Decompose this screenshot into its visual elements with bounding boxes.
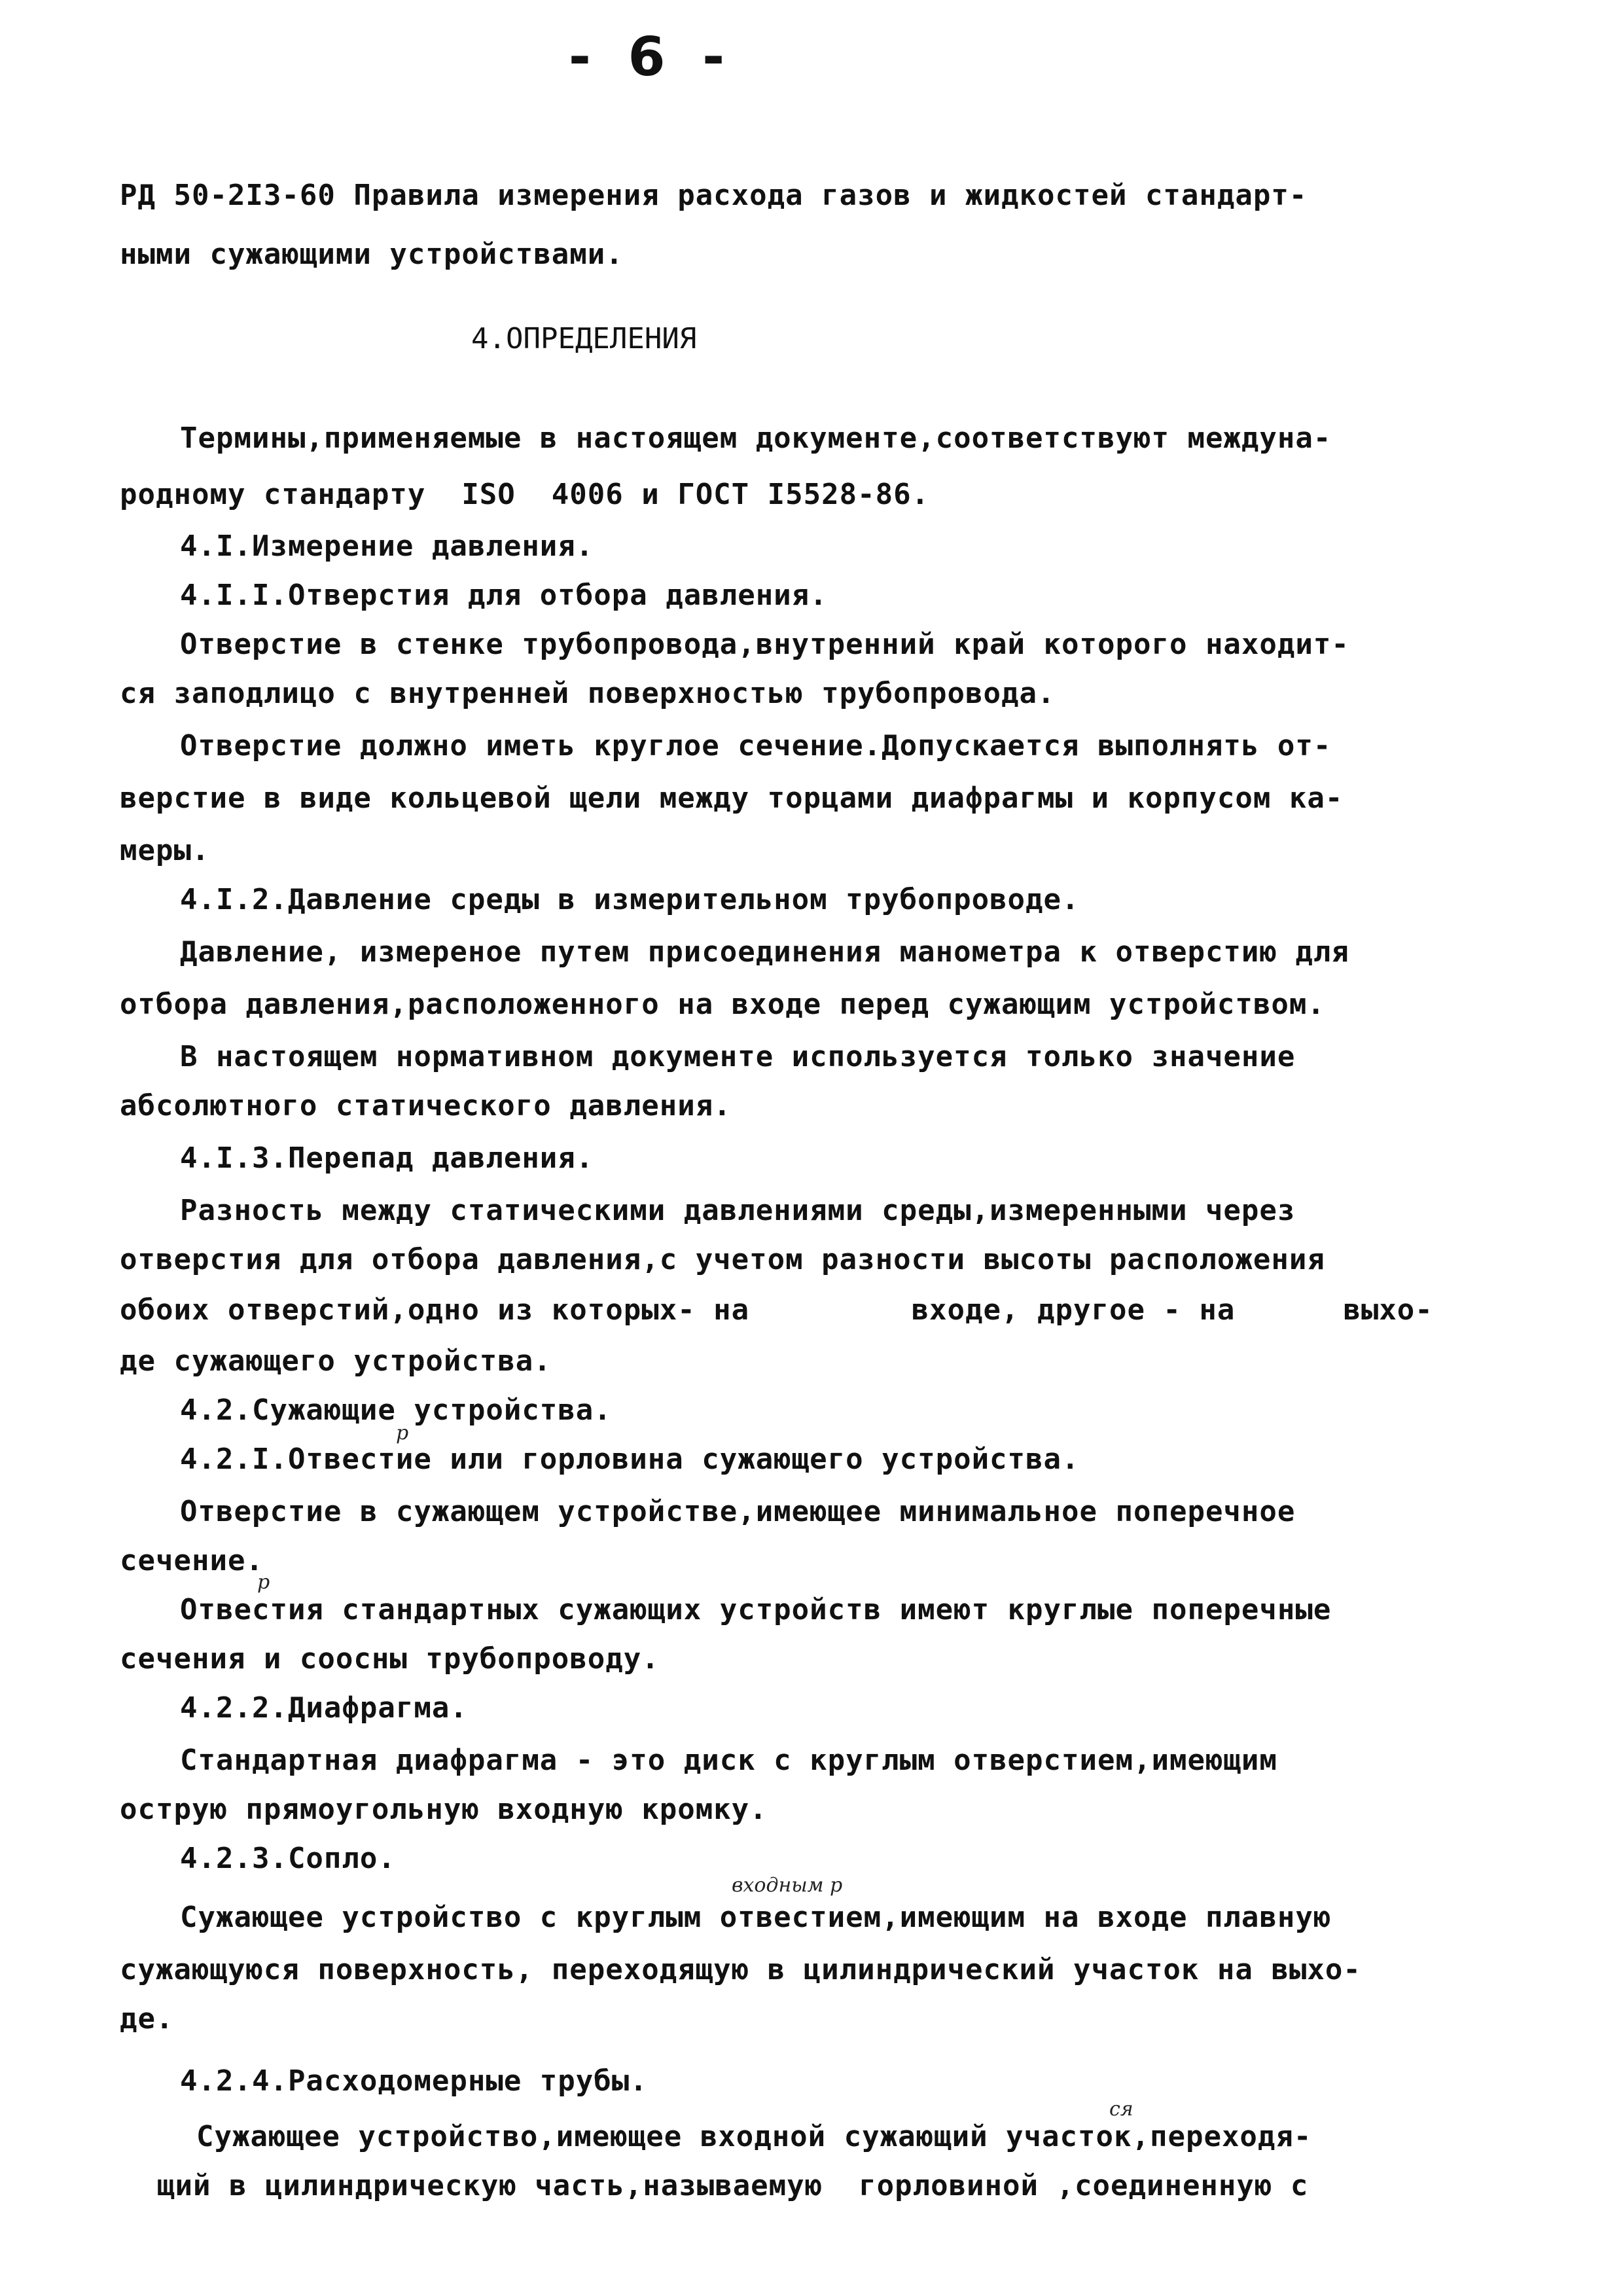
handwritten-correction: входным р — [732, 1874, 843, 1897]
text-line: меры. — [120, 834, 210, 867]
text-line: 4.2.I.Отвестие или горловина сужающего устройства. — [180, 1443, 1080, 1476]
text-line: В настоящем нормативном документе используется только значение — [180, 1040, 1296, 1073]
text-line: родному стандарту ISO 4006 и ГОСТ I5528-86. — [120, 478, 930, 511]
text-line: 4.2.4.Расходомерные трубы. — [180, 2064, 648, 2098]
text-line: Сужающее устройство,имеющее входной сужающий участок,переходя- — [196, 2120, 1312, 2153]
text-line: 4.2.3.Сопло. — [180, 1842, 396, 1875]
handwritten-correction: ся — [1109, 2098, 1133, 2121]
section-heading: 4.ОПРЕДЕЛЕНИЯ — [471, 322, 697, 355]
text-line: Разность между статическими давлениями среды,измеренными через — [180, 1194, 1296, 1227]
handwritten-correction: р — [257, 1571, 270, 1594]
text-line: верстие в виде кольцевой щели между торцами диафрагмы и корпусом ка- — [120, 781, 1344, 815]
text-line: Сужающее устройство с круглым отвестием,имеющим на входе плавную — [180, 1901, 1332, 1934]
text-line: де сужающего устройства. — [120, 1344, 552, 1378]
text-line: Отверстие в стенке трубопровода,внутренний край которого находит- — [180, 628, 1349, 661]
text-line: абсолютного статического давления. — [120, 1089, 732, 1122]
text-line: де. — [120, 2002, 174, 2036]
text-line: обоих отверстий,одно из которых- на входе, другое - на выхо- — [120, 1293, 1433, 1327]
text-line: Отверстие должно иметь круглое сечение.Допускается выполнять от- — [180, 729, 1332, 762]
text-line: 4.I.2.Давление среды в измерительном трубопроводе. — [180, 883, 1080, 916]
text-line: отбора давления,расположенного на входе перед сужающим устройством. — [120, 988, 1325, 1021]
handwritten-correction: р — [396, 1422, 409, 1444]
text-line: ся заподлицо с внутренней поверхностью трубопровода. — [120, 677, 1056, 710]
text-line: Отвестия стандартных сужающих устройств имеют круглые поперечные — [180, 1593, 1332, 1626]
text-line: щий в цилиндрическую часть,называемую горловиной ,соединенную с — [157, 2169, 1309, 2202]
text-line: сужающуюся поверхность, переходящую в цилиндрический участок на выхо- — [120, 1953, 1361, 1986]
text-line: 4.2.2.Диафрагма. — [180, 1691, 468, 1725]
text-line: Отверстие в сужающем устройстве,имеющее минимальное поперечное — [180, 1495, 1296, 1528]
text-line: РД 50-2I3-60 Правила измерения расхода газов и жидкостей стандарт- — [120, 179, 1308, 212]
text-line: 4.I.I.Отверстия для отбора давления. — [180, 579, 828, 612]
text-line: Термины,применяемые в настоящем документе,соответствуют междуна- — [180, 422, 1332, 455]
text-line: ными сужающими устройствами. — [120, 238, 624, 271]
text-line: отверстия для отбора давления,с учетом разности высоты расположения — [120, 1243, 1325, 1276]
text-line: 4.I.3.Перепад давления. — [180, 1141, 594, 1175]
text-line: сечение. — [120, 1544, 264, 1577]
text-line: 4.I.Измерение давления. — [180, 529, 594, 563]
text-line: острую прямоугольную входную кромку. — [120, 1793, 768, 1826]
text-line: Стандартная диафрагма - это диск с круглым отверстием,имеющим — [180, 1744, 1277, 1777]
page-number: - 6 - — [568, 26, 734, 88]
text-line: сечения и соосны трубопроводу. — [120, 1642, 660, 1676]
text-line: 4.2.Сужающие устройства. — [180, 1393, 612, 1427]
text-line: Давление, измереное путем присоединения манометра к отверстию для — [180, 935, 1349, 969]
